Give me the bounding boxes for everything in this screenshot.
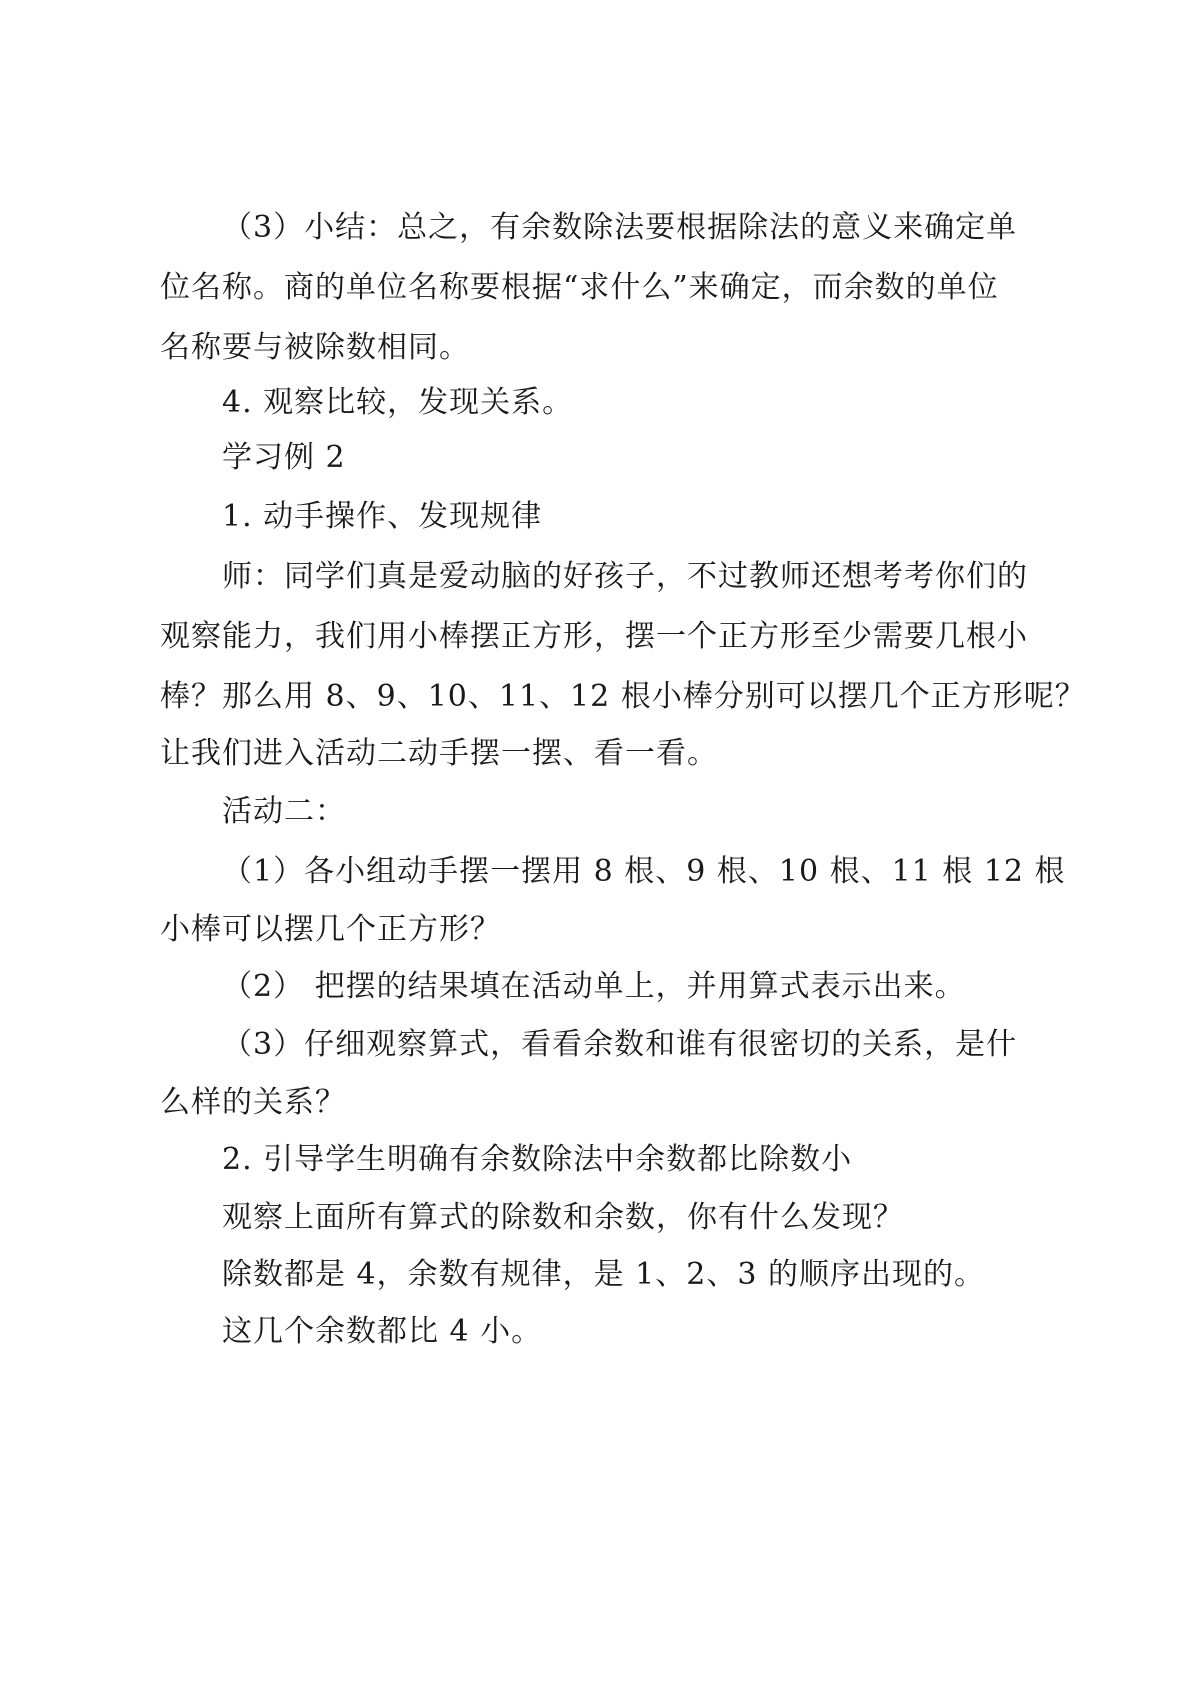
activity-heading: 活动二： <box>222 794 346 829</box>
paragraph-line: 观察上面所有算式的除数和余数，你有什么发现？ <box>222 1200 904 1235</box>
paragraph-line: （2） 把摆的结果填在活动单上，并用算式表示出来。 <box>222 969 966 1004</box>
paragraph-line: 小棒可以摆几个正方形？ <box>160 912 501 947</box>
paragraph-line: 么样的关系？ <box>160 1085 346 1120</box>
paragraph-line: 位名称。商的单位名称要根据“求什么”来确定，而余数的单位 <box>160 270 999 305</box>
paragraph-line: 观察能力，我们用小棒摆正方形，摆一个正方形至少需要几根小 <box>160 619 1028 654</box>
paragraph-line: 师：同学们真是爱动脑的好孩子，不过教师还想考考你们的 <box>222 559 1028 594</box>
section-heading: 2. 引导学生明确有余数除法中余数都比除数小 <box>222 1142 853 1177</box>
example-heading: 学习例 2 <box>222 440 346 475</box>
section-heading: 4. 观察比较，发现关系。 <box>222 385 574 420</box>
paragraph-line: （1）各小组动手摆一摆用 8 根、9 根、10 根、11 根 12 根 <box>222 854 1066 889</box>
paragraph-line: 名称要与被除数相同。 <box>160 330 470 365</box>
paragraph-line: 棒？那么用 8、9、10、11、12 根小棒分别可以摆几个正方形呢？ <box>160 679 1086 714</box>
paragraph-line: 让我们进入活动二动手摆一摆、看一看。 <box>160 736 718 771</box>
paragraph-line: 这几个余数都比 4 小。 <box>222 1314 543 1349</box>
paragraph-line: 除数都是 4，余数有规律，是 1、2、3 的顺序出现的。 <box>222 1257 985 1292</box>
paragraph-line: （3）小结：总之，有余数除法要根据除法的意义来确定单 <box>222 210 1018 245</box>
paragraph-line: （3）仔细观察算式，看看余数和谁有很密切的关系，是什 <box>222 1027 1018 1062</box>
section-heading: 1. 动手操作、发现规律 <box>222 499 543 534</box>
